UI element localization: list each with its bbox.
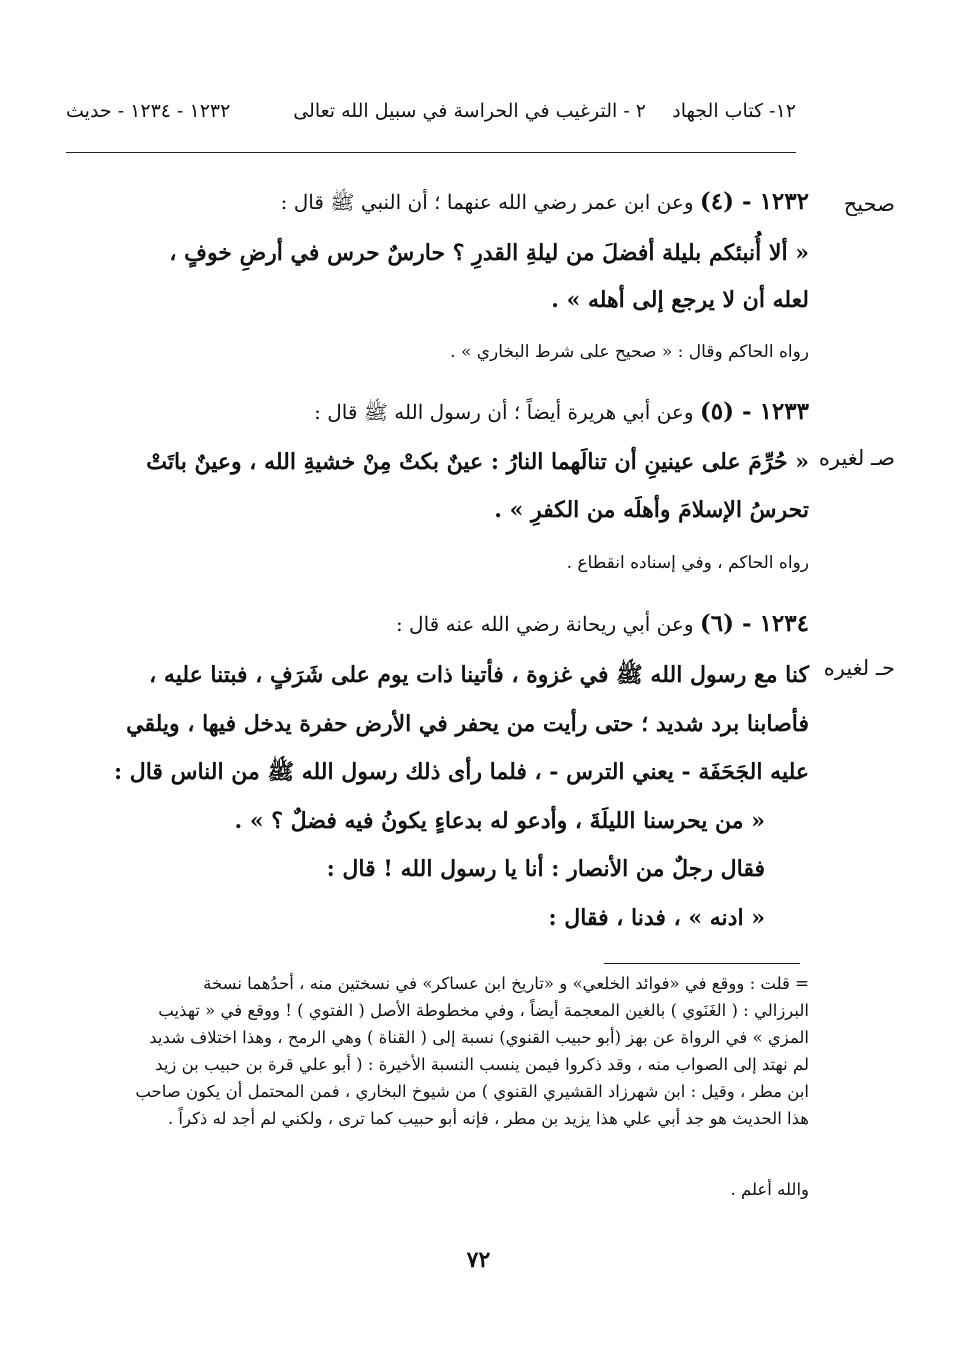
header-divider xyxy=(66,152,796,153)
hadith-number: ١٢٣٤ - (٦) xyxy=(699,610,809,637)
hadith-text-line: تحرسُ الإسلامَ وأهلَه من الكفرِ » . xyxy=(494,497,809,523)
hadith-intro-text: وعن ابن عمر رضي الله عنهما ؛ أن النبي ﷺ قال : xyxy=(280,190,694,214)
hadith-text-line: « ادنه » ، فدنا ، فقال : xyxy=(548,905,765,931)
footnote-divider xyxy=(604,963,800,964)
grade-label: صحيح xyxy=(843,192,895,216)
hadith-intro-text: وعن أبي ريحانة رضي الله عنه قال : xyxy=(395,612,694,636)
footnote-line: والله أعلم . xyxy=(730,1180,809,1199)
grade-label: حـ لغيره xyxy=(823,656,895,680)
footnote-line: لم نهتد إلى الصواب منه ، وقد ذكروا فيمن ينسب النسبة الأخيرة : ( أبو علي قرة بن حبيب بن زيد xyxy=(155,1055,809,1074)
hadith-text-line: « حُرِّمَ على عينينِ أن تنالَهما النارُ : عينٌ بكتْ مِنْ خشيةِ الله ، وعينٌ باتَتْ xyxy=(146,449,809,475)
hadith-text-line: لعله أن لا يرجع إلى أهله » . xyxy=(551,287,809,313)
footnote-line: ابن مطر ، وقيل : ابن شهرزاد القشيري القنوي ) من شيوخ البخاري ، فمن المحتمل أن يكون صاحب xyxy=(135,1082,809,1101)
header-book: ١٢- كتاب الجهاد xyxy=(672,100,796,122)
hadith-source: رواه الحاكم وقال : « صحيح على شرط البخاري » . xyxy=(450,342,809,362)
footnote-line: هذا الحديث هو جد أبي علي هذا يزيد بن مطر ، فإنه أبو حبيب كما ترى ، ولكني لم أجد له ذكراً . xyxy=(167,1109,809,1128)
hadith-text-line: كنا مع رسول الله ﷺ في غزوة ، فأتينا ذات يوم على شَرَفٍ ، فبتنا عليه ، xyxy=(149,662,809,688)
grade-label: صـ لغيره xyxy=(818,446,895,470)
hadith-intro xyxy=(314,398,809,429)
footnote-line: المزي » في الرواة عن بهز (أبو حبيب القنوي) نسبة إلى ( القناة ) وهي الرمح ، وهذا اختلاف شديد xyxy=(149,1028,809,1047)
page-number: ٧٢ xyxy=(466,1247,491,1273)
hadith-text-line: عليه الجَحَفَة - يعني الترس - ، فلما رأى ذلك رسول الله ﷺ من الناس قال : xyxy=(113,759,809,785)
hadith-number: ١٢٣٣ - (٥) xyxy=(699,398,809,425)
hadith-text-line: « ألا أُنبئكم بليلة أفضلَ من ليلةِ القدرِ ؟ حارسٌ حرس في أرضِ خوفٍ ، xyxy=(169,240,809,266)
hadith-intro xyxy=(281,188,809,219)
footnote-line: = قلت : ووقع في «فوائد الخلعي» و «تاريخ ابن عساكر» في نسختين منه ، أحدُهما نسخة xyxy=(203,974,809,993)
hadith-text-line: فأصابنا برد شديد ؛ حتى رأيت من يحفر في الأرض حفرة يدخل فيها ، ويلقي xyxy=(126,711,809,737)
running-header xyxy=(66,100,796,140)
hadith-intro-text: وعن أبي هريرة أيضاً ؛ أن رسول الله ﷺ قال : xyxy=(314,400,694,424)
hadith-intro xyxy=(396,610,809,637)
header-chapter: ٢ - الترغيب في الحراسة في سبيل الله تعالى xyxy=(293,100,646,122)
header-range: ١٢٣٢ - ١٢٣٤ - حديث xyxy=(66,100,231,122)
hadith-text-line: فقال رجلٌ من الأنصار : أنا يا رسول الله ! قال : xyxy=(326,856,765,882)
hadith-text-line: « من يحرسنا الليلَةَ ، وأدعو له بدعاءٍ يكونُ فيه فضلٌ ؟ » . xyxy=(234,808,765,834)
footnote-line: البرزالي : ( الغَنَوي ) بالغين المعجمة أيضاً ، وفي مخطوطة الأصل ( الفتوي ) ! ووقع في « تهذيب xyxy=(158,1001,809,1020)
hadith-source: رواه الحاكم ، وفي إسناده انقطاع . xyxy=(566,553,809,573)
hadith-number: ١٢٣٢ - (٤) xyxy=(699,188,809,215)
